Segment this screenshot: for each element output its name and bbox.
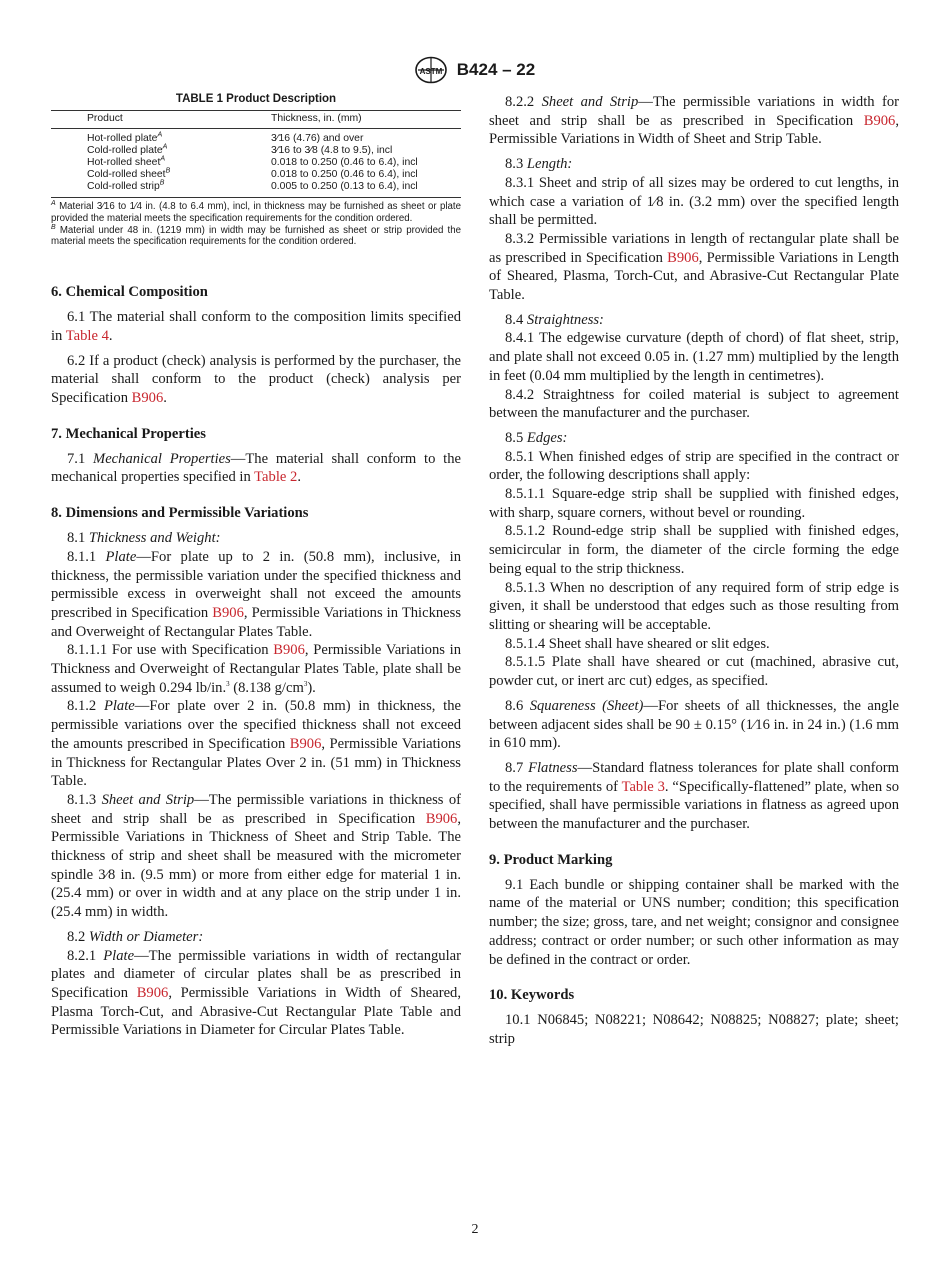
paragraph: 8.5 Edges: [505, 429, 568, 446]
paragraph: 8.5.1.5 Plate shall have sheared or cut (machined, abrasive cut, powder cut, or inert arc cut) edges, as specified. [489, 654, 899, 690]
paragraph: 8.1.1 Plate—For plate up to 2 in. (50.8 mm), inclusive, in thickness, the permissible variation under the specified thickness and permissible excess in overweight shall not exceed the amounts prescribed in Specification B906, Permissible Variations in Thickness and Overweight of Rectangular Plates Table. [51, 548, 461, 640]
b906-link[interactable]: B906 [425, 810, 458, 827]
section-heading: 8. Dimensions and Permissible Variations [51, 505, 309, 522]
product-cell: Cold-rolled sheet [87, 169, 166, 180]
astm-logo-icon [415, 56, 447, 84]
paragraph: 8.3.2 Permissible variations in length of rectangular plate shall be as prescribed in Specification B906, Permissible Variations in Length of Sheared, Plasma, Torch-Cut, and Abrasive-Cut Rectangular Plate Table. [489, 230, 899, 304]
footnote-text: Material under 48 in. (1219 mm) in width may be furnished as sheet or strip provided the material meets the specification requirements for the condition ordered. [51, 224, 461, 248]
paragraph: 8.5.1.2 Round-edge strip shall be supplied with finished edges, semicircular in form, the diameter of the circle forming the edge being equal to the strip thickness. [489, 523, 899, 577]
thickness-cell: 0.018 to 0.250 (0.46 to 6.4), incl [271, 157, 418, 168]
product-description-table [51, 110, 461, 198]
paragraph: 8.1 Thickness and Weight: [67, 530, 221, 547]
footnote-mark: B [51, 223, 56, 231]
table-row [51, 169, 461, 181]
b906-link[interactable]: B906 [863, 112, 896, 129]
table4-link[interactable]: Table 4 [65, 327, 109, 344]
paragraph: 7.1 Mechanical Properties—The material shall conform to the mechanical properties specified in Table 2. [51, 450, 461, 486]
b906-link[interactable]: B906 [131, 390, 164, 406]
b906-link[interactable]: B906 [289, 735, 322, 752]
section-heading: 10. Keywords [489, 987, 575, 1004]
product-cell: Cold-rolled strip [87, 181, 160, 192]
table-row [51, 145, 461, 157]
footnote-mark: B [159, 179, 165, 187]
product-cell: Hot-rolled sheet [87, 157, 161, 168]
paragraph: 6.2 If a product (check) analysis is performed by the purchaser, the material shall conform to the product (check) analysis per Specification B906. [51, 352, 461, 406]
table-header: Thickness, in. (mm) [271, 111, 461, 129]
paragraph: 8.5.1.1 Square-edge strip shall be supplied with finished edges, with sharp, square corners, without bevel or rounding. [489, 486, 899, 521]
paragraph: 8.3 Length: [505, 156, 573, 173]
thickness-cell: 0.005 to 0.250 (0.13 to 6.4), incl [271, 181, 461, 198]
footnote-mark: A [51, 199, 56, 207]
b906-link[interactable]: B906 [136, 984, 169, 1001]
section-heading: 9. Product Marking [489, 851, 613, 868]
paragraph: 8.4 Straightness: [505, 311, 604, 328]
footnote-mark: A [160, 155, 166, 163]
left-column [51, 93, 461, 1046]
footnote-mark: A [162, 143, 168, 151]
paragraph: 8.7 Flatness—Standard flatness tolerances for plate shall conform to the requirements of Table 3. “Specifically-flattened” plate, when so specified, shall have permissible variations in flatness as agreed upon between the manufacturer and the purchaser. [489, 759, 899, 833]
paragraph: 8.2 Width or Diameter: [67, 928, 204, 945]
table-row [51, 157, 461, 169]
paragraph: 8.5.1.4 Sheet shall have sheared or slit edges. [505, 635, 770, 652]
b906-link[interactable]: B906 [667, 249, 699, 266]
paragraph: 8.1.2 Plate—For plate over 2 in. (50.8 mm) in thickness, the permissible variations over the specified thickness shall not exceed the amounts prescribed in Specification B906, Permissible Variations in Thickness for Rectangular Plates Over 2 in. (51 mm) in Thickness Table. [51, 698, 461, 790]
table2-link[interactable]: Table 2 [254, 469, 298, 486]
b906-link[interactable]: B906 [273, 642, 305, 659]
footnote-mark: A [157, 131, 163, 139]
paragraph: 9.1 Each bundle or shipping container shall be marked with the name of the material or UNS number; condition; this specification number; the size; gross, tare, and net weight; consignor and consignee address; contract or order number; or such other information as may be defined in the contract or order. [489, 876, 899, 968]
table1-title: TABLE 1 Product Description [175, 93, 337, 105]
designation: B424 – 22 [456, 60, 536, 79]
paragraph: 8.4.2 Straightness for coiled material is subject to agreement between the manufacturer and the purchaser. [489, 386, 899, 422]
table-header: Product [51, 111, 271, 129]
table-row [51, 129, 461, 146]
right-column [489, 93, 899, 1055]
table3-link[interactable]: Table 3 [621, 778, 665, 795]
product-cell: Cold-rolled plate [87, 145, 163, 156]
paragraph: 10.1 N06845; N08221; N08642; N08825; N08827; plate; sheet; strip [489, 1012, 899, 1047]
paragraph: 6.1 The material shall conform to the composition limits specified in Table 4. [51, 309, 461, 344]
thickness-cell: 3⁄16 to 3⁄8 (4.8 to 9.5), incl [271, 145, 393, 156]
thickness-cell: 3⁄16 (4.76) and over [271, 133, 364, 144]
footnote-text: Material 3⁄16 to 1⁄4 in. (4.8 to 6.4 mm), incl, in thickness may be furnished as sheet or plate provided the material meets the specification requirements for the condition ordered. [51, 201, 462, 224]
page-number: 2 [471, 1222, 479, 1237]
astm-logo-text: ASTM [419, 67, 443, 76]
table-footnote [51, 201, 461, 225]
page-header [0, 56, 950, 84]
b906-link[interactable]: B906 [212, 604, 244, 621]
paragraph: 8.5.1.3 When no description of any required form of strip edge is given, it shall be understood that edges such as those resulting from slitting or shearing will be acceptable. [489, 579, 899, 633]
thickness-cell: 0.018 to 0.250 (0.46 to 6.4), incl [271, 169, 418, 180]
paragraph: 8.1.1.1 For use with Specification B906, Permissible Variations in Thickness and Overweight of Rectangular Plates Table, plate shall be assumed to weigh 0.294 lb/in.$^3$ (8.138 $g/cm^3$). [51, 642, 461, 696]
table-row [51, 181, 461, 198]
paragraph: 8.3.1 Sheet and strip of all sizes may be ordered to cut lengths, in which case a variation of 1⁄8 in. (3.2 mm) over the specified length shall be permitted. [489, 174, 899, 229]
footnote-mark: B [165, 167, 171, 175]
paragraph: 8.1.3 Sheet and Strip—The permissible variations in thickness of sheet and strip shall be as prescribed in Specification B906, Permissible Variations in Thickness of Sheet and Strip Table. The thickness of strip and sheet shall be measured with the micrometer spindle 3⁄8 in. (9.5 mm) or more from either edge for material 1 in. (25.4 mm) or over in width and at any place on the strip under 1 in. (25.4 mm) in width. [51, 791, 461, 921]
paragraph: 8.5.1 When finished edges of strip are specified in the contract or order, the following descriptions shall apply: [489, 448, 899, 484]
product-cell: Hot-rolled plate [87, 133, 158, 144]
paragraph: 8.2.2 Sheet and Strip—The permissible variations in width for sheet and strip shall be as prescribed in Specification B906, Permissible Variations in Width of Sheet and Strip Table. [489, 94, 899, 148]
paragraph: 8.4.1 The edgewise curvature (depth of chord) of flat sheet, strip, and plate shall not exceed 0.05 in. (1.27 mm) multiplied by the length in feet (0.04 mm multiplied by the length in centimetres). [489, 330, 899, 384]
table-footnote [51, 225, 461, 249]
paragraph: 8.6 Squareness (Sheet)—For sheets of all thicknesses, the angle between adjacent sides shall be 90 ± 0.15° (1⁄16 in. in 24 in.) (1.6 mm in 610 mm). [489, 697, 899, 752]
section-heading: 7. Mechanical Properties [51, 425, 206, 442]
section-heading: 6. Chemical Composition [51, 284, 208, 301]
paragraph: 8.2.1 Plate—The permissible variations in width of rectangular plates and diameter of circular plates shall be as prescribed in Specification B906, Permissible Variations in Width of Sheared, Plasma Torch-Cut, and Abrasive-Cut Rectangular Plate Table and Permissible Variations in Diameter for Circular Plates Table. [51, 947, 461, 1039]
